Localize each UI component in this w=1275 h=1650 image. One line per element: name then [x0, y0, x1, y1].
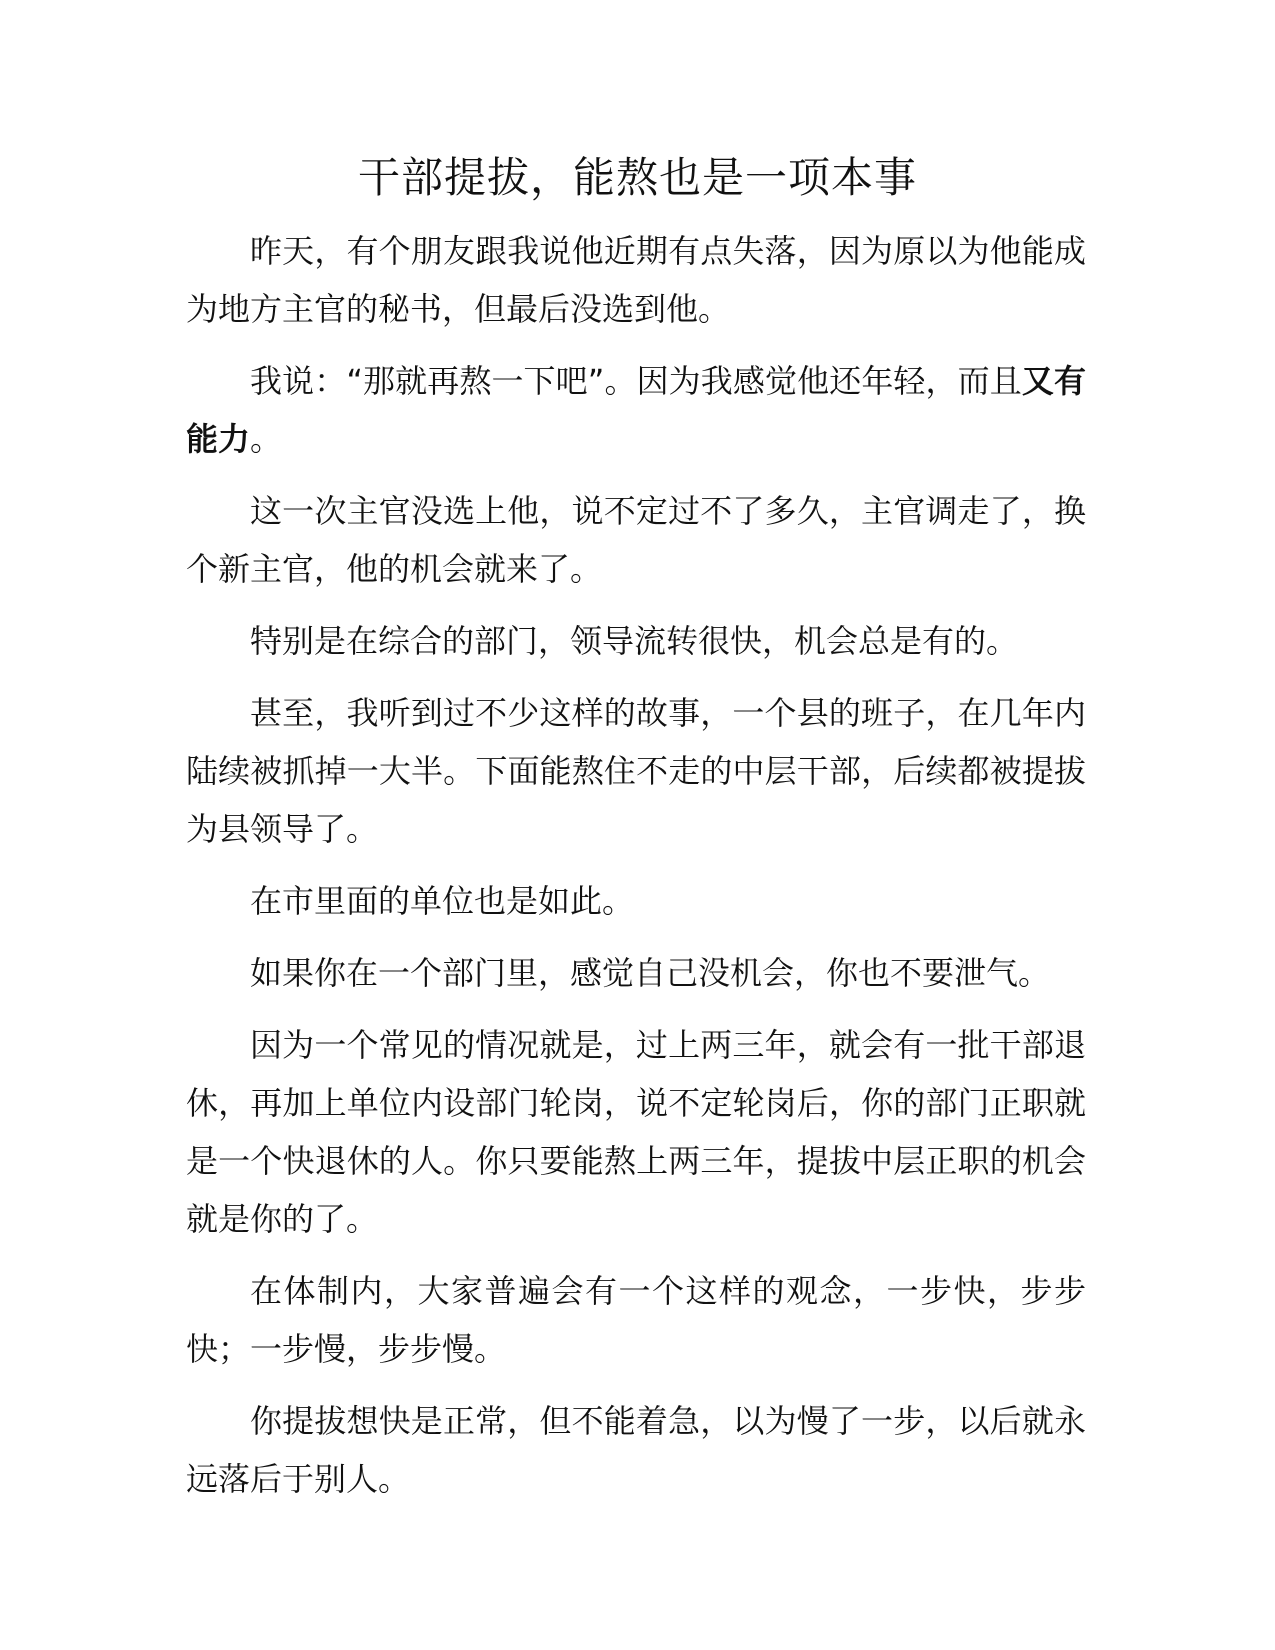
paragraph-7: 如果你在一个部门里，感觉自己没机会，你也不要泄气。: [250, 954, 1051, 992]
paragraph-5: 甚至，我听到过不少这样的故事，一个县的班子，在几年内陆续被抓掉一大半。下面能熬住不走的中层干部，后续都被提拔为县领导了。: [186, 694, 1086, 848]
paragraph-8: 因为一个常见的情况就是，过上两三年，就会有一批干部退休，再加上单位内设部门轮岗，说不定轮岗后，你的部门正职就是一个快退休的人。你只要能熬上两三年，提拔中层正职的机会就是你的了。: [186, 1026, 1086, 1238]
paragraph-2-text: 我说：“那就再熬一下吧”。因为我感觉他还年轻，而且: [250, 362, 1022, 400]
paragraph-2-bold-text: 又有能力: [186, 362, 1086, 458]
paragraph-2: [186, 352, 1086, 468]
document-title: 干部提拔，能熬也是一项本事: [357, 153, 917, 202]
paragraph-6: 在市里面的单位也是如此。: [250, 882, 635, 920]
paragraph-10: 你提拔想快是正常，但不能着急，以为慢了一步，以后就永远落后于别人。: [186, 1402, 1086, 1498]
document-body: [186, 222, 1086, 1522]
paragraph-1: 昨天，有个朋友跟我说他近期有点失落，因为原以为他能成为地方主官的秘书，但最后没选到他。: [186, 232, 1086, 328]
paragraph-3: 这一次主官没选上他，说不定过不了多久，主官调走了，换个新主官，他的机会就来了。: [186, 492, 1086, 588]
paragraph-9: 在体制内，大家普遍会有一个这样的观念，一步快，步步快；一步慢，步步慢。: [186, 1272, 1086, 1368]
paragraph-2-tail: 。: [250, 420, 283, 458]
paragraph-4: 特别是在综合的部门，领导流转很快，机会总是有的。: [250, 622, 1019, 660]
